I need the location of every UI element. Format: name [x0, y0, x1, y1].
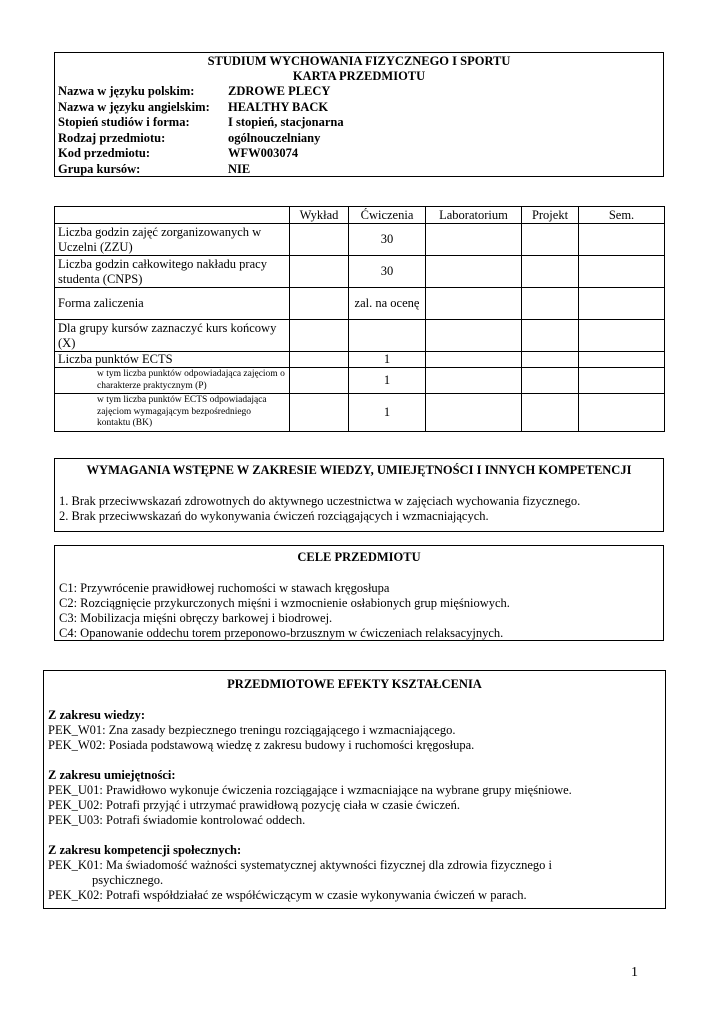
- list-item: PEK_U01: Prawidłowo wykonuje ćwiczenia rozciągające i wzmacniające na wybrane grupy mięśniowe.: [48, 783, 572, 797]
- list-item: PEK_W01: Zna zasady bezpiecznego treningu rozciągającego i wzmacniającego.: [48, 723, 456, 737]
- list-item: C3: Mobilizacja mięśni obręczy barkowej i biodrowej.: [59, 611, 333, 625]
- col-header: Projekt: [522, 207, 579, 224]
- table-row: Forma zaliczenia zal. na ocenę: [55, 288, 665, 320]
- list-item: C4: Opanowanie oddechu torem przeponowo-brzusznym w ćwiczeniach relaksacyjnych.: [59, 626, 504, 640]
- list-item: PEK_U02: Potrafi przyjąć i utrzymać prawidłową pozycję ciała w czasie ćwiczeń.: [48, 798, 460, 812]
- col-header: Laboratorium: [426, 207, 522, 224]
- list-item: 1. Brak przeciwwskazań zdrowotnych do aktywnego uczestnictwa w zajęciach wychowania fizycznego.: [59, 494, 581, 508]
- table-header-row: [55, 207, 665, 224]
- header-row: Nazwa w języku polskim: ZDROWE PLECY: [58, 84, 331, 98]
- subsection-title: Z zakresu wiedzy:: [48, 708, 145, 722]
- list-item: PEK_K01: Ma świadomość ważności systematycznej aktywności fizycznej dla zdrowia fizycznego i: [48, 858, 553, 872]
- row-label: Forma zaliczenia: [55, 288, 290, 320]
- section-title: PRZEDMIOTOWE EFEKTY KSZTAŁCENIA: [227, 677, 482, 691]
- list-item: PEK_U03: Potrafi świadomie kontrolować oddech.: [48, 813, 306, 827]
- list-item: PEK_W02: Posiada podstawową wiedzę z zakresu budowy i ruchomości kręgosłupa.: [48, 738, 475, 752]
- row-label: Liczba punktów ECTS: [55, 352, 290, 368]
- list-item-continuation: psychicznego.: [92, 873, 164, 887]
- header-title: STUDIUM WYCHOWANIA FIZYCZNEGO I SPORTU: [207, 54, 511, 68]
- table-row: [55, 320, 665, 352]
- list-item: C1: Przywrócenie prawidłowej ruchomości w stawach kręgosłupa: [59, 581, 390, 595]
- row-label: Dla grupy kursów zaznaczyć kurs końcowy (X): [55, 320, 290, 352]
- row-label: Liczba godzin zajęć zorganizowanych w Uczelni (ZZU): [55, 224, 290, 256]
- row-label: Liczba godzin całkowitego nakładu pracy studenta (CNPS): [55, 256, 290, 288]
- col-header: Sem.: [579, 207, 665, 224]
- header-row: Stopień studiów i forma: I stopień, stacjonarna: [58, 115, 344, 129]
- hours-table: [54, 206, 665, 432]
- subsection-title: Z zakresu kompetencji społecznych:: [48, 843, 242, 857]
- header-row: Rodzaj przedmiotu: ogólnouczelniany: [58, 130, 321, 145]
- table-row: Liczba punktów ECTS 1: [55, 352, 665, 368]
- table-row: w tym liczba punktów ECTS odpowiadająca zajęciom wymagającym bezpośredniego kontaktu (BK) 1: [55, 394, 665, 432]
- header-row: Grupa kursów: NIE: [58, 161, 251, 176]
- table-row: Liczba godzin zajęć zorganizowanych w Uczelni (ZZU) 30: [55, 224, 665, 256]
- row-label: w tym liczba punktów ECTS odpowiadająca zajęciom wymagającym bezpośredniego kontaktu (BK): [55, 394, 290, 432]
- requirements-section: [54, 458, 664, 532]
- header-row: Nazwa w języku angielskim: HEALTHY BACK: [58, 99, 329, 114]
- subsection-title: Z zakresu umiejętności:: [48, 768, 176, 782]
- list-item: PEK_K02: Potrafi współdziałać ze współćwiczącym w czasie wykonywania ćwiczeń w parach.: [48, 888, 527, 902]
- table-row: w tym liczba punktów odpowiadająca zajęciom o charakterze praktycznym (P) 1: [55, 368, 665, 394]
- header-row: Kod przedmiotu: WFW003074: [58, 146, 299, 160]
- page-number: 1: [631, 965, 638, 980]
- row-label: w tym liczba punktów odpowiadająca zajęciom o charakterze praktycznym (P): [55, 368, 290, 394]
- section-title: CELE PRZEDMIOTU: [297, 550, 421, 564]
- header-subtitle: KARTA PRZEDMIOTU: [292, 69, 426, 83]
- table-row: Liczba godzin całkowitego nakładu pracy studenta (CNPS) 30: [55, 256, 665, 288]
- list-item: C2: Rozciągnięcie przykurczonych mięśni i wzmocnienie osłabionych grup mięśniowych.: [59, 596, 510, 610]
- list-item: 2. Brak przeciwwskazań do wykonywania ćwiczeń rozciągających i wzmacniających.: [59, 509, 489, 523]
- outcomes-section: [43, 670, 666, 909]
- section-title: WYMAGANIA WSTĘPNE W ZAKRESIE WIEDZY, UMIEJĘTNOŚCI I INNYCH KOMPETENCJI: [86, 463, 632, 477]
- col-header: Wykład: [290, 207, 349, 224]
- col-header: Ćwiczenia: [349, 207, 426, 224]
- course-header: [54, 52, 664, 177]
- goals-section: [54, 545, 664, 641]
